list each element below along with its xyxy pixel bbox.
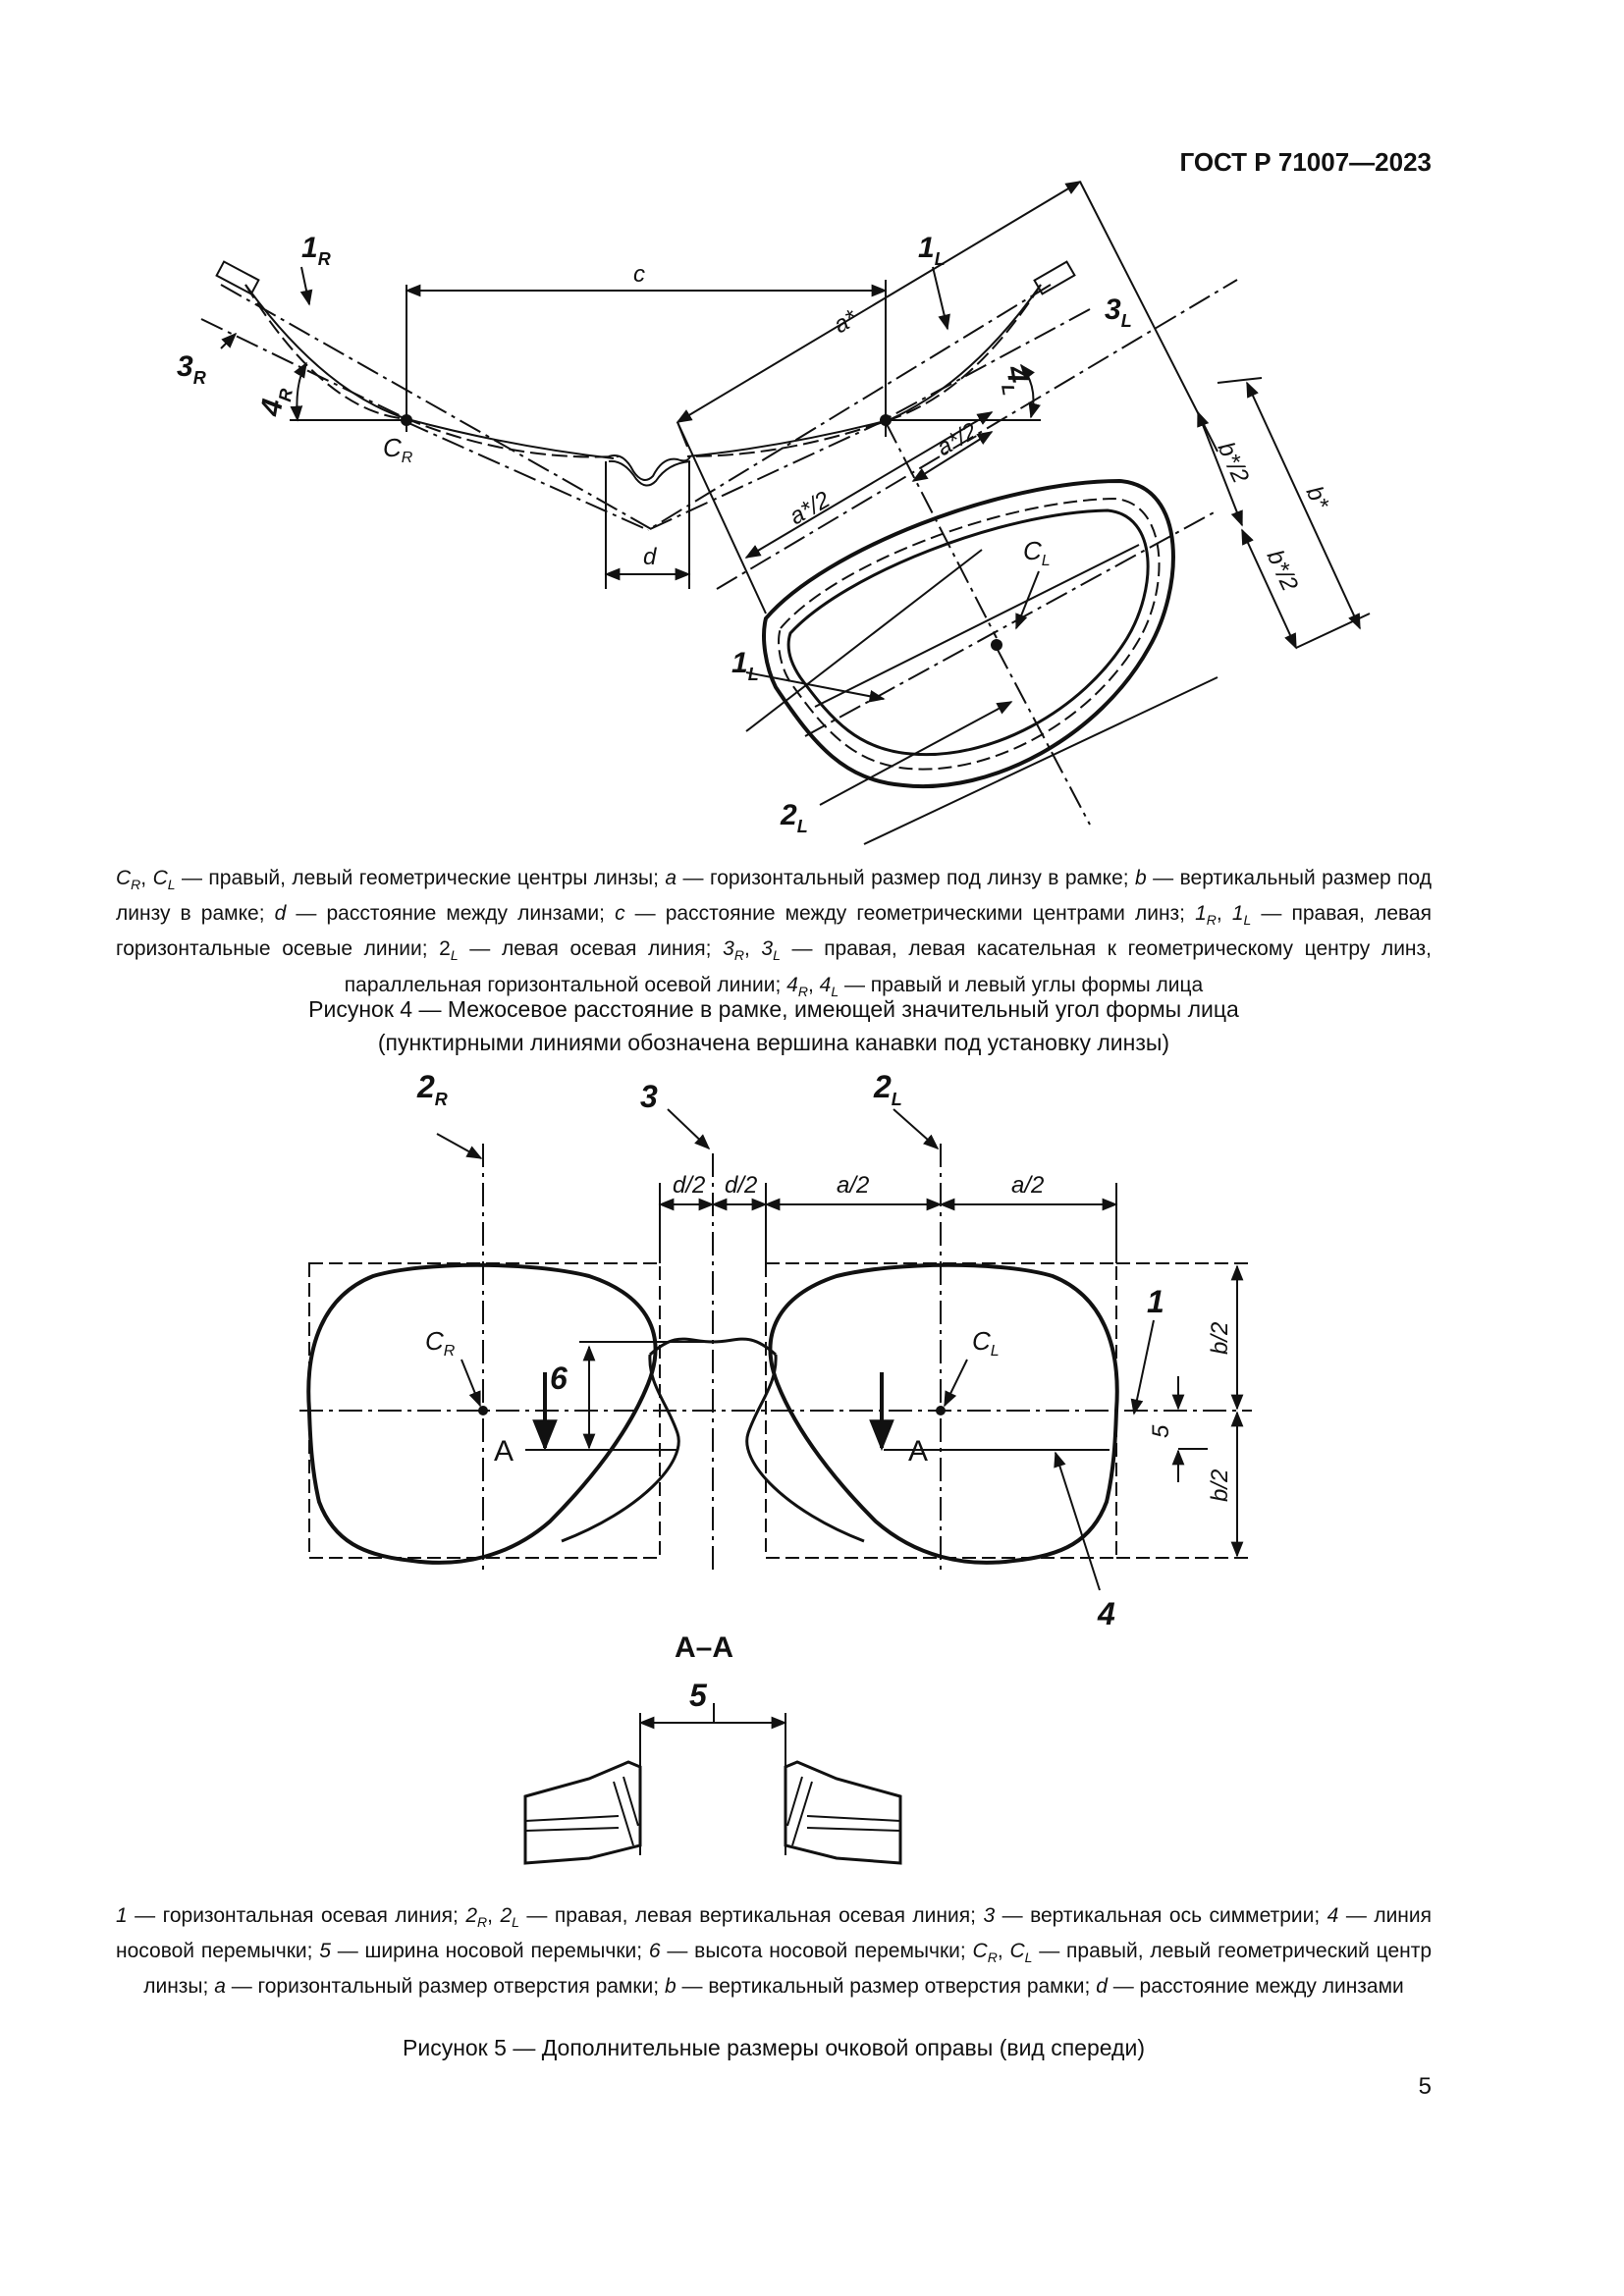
legend-fragment: — правый и левый углы формы лица	[839, 973, 1204, 996]
fig5-label-5-dim: 5	[1148, 1424, 1174, 1438]
fig4-label-2l: $2_L$	[781, 799, 808, 836]
fig4-label-cr: $C_R$	[383, 433, 413, 466]
legend-fragment: 1	[1231, 902, 1244, 926]
fig5-label-a-half-1: a/2	[837, 1172, 870, 1199]
legend-fragment: — линия носовой перемычки;	[116, 1904, 1433, 1963]
legend-fragment: R	[733, 947, 744, 964]
legend-fragment: ,	[487, 1904, 501, 1927]
legend-fragment: R	[797, 983, 808, 999]
fig4-label-1l: $1_L$	[918, 232, 946, 269]
legend-fragment: ,	[807, 973, 820, 996]
figure-5-caption: Рисунок 5 — Дополнительные размеры очковой оправы (вид спереди)	[403, 2035, 1145, 2060]
fig5-label-6: 6	[550, 1361, 568, 1396]
legend-fragment: L	[512, 1914, 519, 1931]
legend-fragment: L	[450, 947, 459, 964]
fig4-label-cl: $C_L$	[1023, 536, 1051, 569]
legend-fragment: d	[274, 902, 287, 926]
legend-fragment: ,	[997, 1940, 1010, 1963]
fig5-label-section: A–A	[675, 1631, 734, 1664]
legend-fragment: — высота носовой перемычки;	[660, 1940, 973, 1963]
legend-fragment: — горизонтальный размер отверстия рамки;	[225, 1975, 665, 1999]
legend-fragment: C	[972, 1940, 988, 1963]
legend-fragment: L	[167, 877, 176, 893]
legend-fragment: L	[831, 983, 839, 999]
fig4-label-b-star-half-2: b*/2	[1261, 546, 1304, 596]
legend-fragment: 4	[786, 973, 798, 996]
legend-fragment: R	[987, 1949, 998, 1966]
legend-fragment: C	[1009, 1940, 1025, 1963]
legend-fragment: 5	[319, 1940, 331, 1963]
legend-fragment: — правая, левая касательная к геометрическому центру линз, параллельная горизонтальной осевой линии;	[344, 937, 1432, 996]
legend-fragment: b	[664, 1975, 677, 1999]
legend-fragment: R	[477, 1914, 488, 1931]
legend-fragment: — ширина носовой перемычки;	[330, 1940, 649, 1963]
legend-fragment: 2	[465, 1904, 477, 1927]
fig4-label-a-star: a*	[829, 304, 862, 340]
fig4-label-3l: $3_L$	[1105, 294, 1132, 331]
fig4-label-1r: $1_R$	[301, 232, 331, 269]
fig5-label-cr: $C_R$	[425, 1326, 456, 1360]
fig5-label-2l: $2_L$	[874, 1069, 902, 1109]
fig4-label-1l-lens: $1_L$	[731, 647, 759, 684]
legend-fragment: 1	[1195, 902, 1207, 926]
fig5-label-d-half-1: d/2	[673, 1172, 706, 1199]
legend-fragment: 3	[723, 937, 734, 961]
fig4-label-3r: $3_R$	[177, 350, 206, 388]
legend-fragment: — правый, левый геометрические центры линзы;	[175, 867, 666, 889]
fig5-label-d-half-2: d/2	[725, 1172, 758, 1199]
legend-fragment: — вертикальный размер отверстия рамки;	[676, 1975, 1097, 1999]
legend-fragment: c	[615, 902, 625, 926]
legend-fragment: L	[1024, 1949, 1033, 1966]
fig5-label-4: 4	[1098, 1596, 1115, 1631]
fig5-label-b-half-1: b/2	[1207, 1321, 1233, 1355]
fig5-label-5-section: 5	[689, 1678, 707, 1713]
legend-fragment: L	[1243, 912, 1252, 929]
legend-fragment: — вертикальная ось симметрии;	[995, 1904, 1327, 1927]
figure-5-legend	[116, 1901, 1432, 2002]
legend-fragment: 6	[648, 1940, 661, 1963]
fig5-label-3: 3	[640, 1079, 658, 1114]
legend-fragment: 1	[116, 1904, 128, 1927]
legend-fragment: C	[116, 867, 132, 889]
fig5-label-a-left: A	[494, 1435, 514, 1468]
legend-fragment: b	[1135, 867, 1147, 889]
fig5-label-1: 1	[1147, 1284, 1164, 1319]
fig4-label-4l: $4_L$	[998, 363, 1035, 398]
figure-4-caption-line-1: Рисунок 4 — Межосевое расстояние в рамке, имеющей значительный угол формы лица	[308, 996, 1239, 1022]
fig4-label-a-star-half-2: a*/2	[785, 486, 835, 531]
legend-fragment: — горизонтальная осевая линия;	[127, 1904, 466, 1927]
legend-fragment: 4	[819, 973, 832, 996]
legend-fragment: — левая осевая линия;	[458, 937, 724, 961]
fig5-label-cl: $C_L$	[972, 1326, 1000, 1360]
legend-fragment: R	[131, 877, 141, 893]
legend-fragment: L	[773, 947, 781, 964]
legend-fragment: a	[214, 1975, 226, 1999]
legend-fragment: ,	[1216, 902, 1232, 926]
legend-fragment: — правая, левая горизонтальные осевые линии; 2	[116, 902, 1432, 961]
fig5-label-b-half-2: b/2	[1207, 1468, 1233, 1502]
legend-fragment: — расстояние между линзами	[1107, 1975, 1404, 1999]
legend-fragment: C	[152, 867, 168, 889]
fig4-label-c: c	[633, 261, 645, 288]
fig4-label-4r: $4_R$	[254, 387, 297, 419]
legend-fragment: ,	[743, 937, 762, 961]
legend-fragment: — расстояние между геометрическими центрами линз;	[624, 902, 1196, 926]
legend-fragment: 4	[1326, 1904, 1339, 1927]
legend-fragment: — правый, левый геометрический центр линзы;	[143, 1940, 1433, 1999]
fig4-label-b-star-half-1: b*/2	[1212, 438, 1255, 488]
legend-fragment: R	[1206, 912, 1217, 929]
fig4-label-b-star: b*	[1300, 482, 1334, 514]
legend-fragment: ,	[140, 867, 153, 889]
fig4-label-a-star-half-1: a*/2	[932, 417, 982, 462]
legend-fragment: — правая, левая вертикальная осевая линия;	[518, 1904, 984, 1927]
legend-fragment: — вертикальный размер под линзу в рамке;	[116, 867, 1433, 926]
legend-fragment: 2	[500, 1904, 513, 1927]
legend-fragment: 3	[983, 1904, 996, 1927]
legend-fragment: — расстояние между линзами;	[286, 902, 616, 926]
fig5-label-2r: $2_R$	[417, 1069, 448, 1109]
figure-4-caption-line-2: (пунктирными линиями обозначена вершина канавки под установку линзы)	[377, 1030, 1170, 1055]
page-number: 5	[1418, 2073, 1432, 2100]
fig5-label-a-half-2: a/2	[1011, 1172, 1045, 1199]
document-header: ГОСТ Р 71007—2023	[1179, 147, 1432, 177]
legend-fragment: d	[1096, 1975, 1108, 1999]
legend-fragment: — горизонтальный размер под линзу в рамке;	[677, 867, 1136, 889]
fig5-label-a-right: A	[908, 1435, 929, 1468]
legend-fragment: a	[665, 867, 677, 889]
fig4-label-d: d	[643, 544, 657, 570]
legend-fragment: 3	[761, 937, 774, 961]
